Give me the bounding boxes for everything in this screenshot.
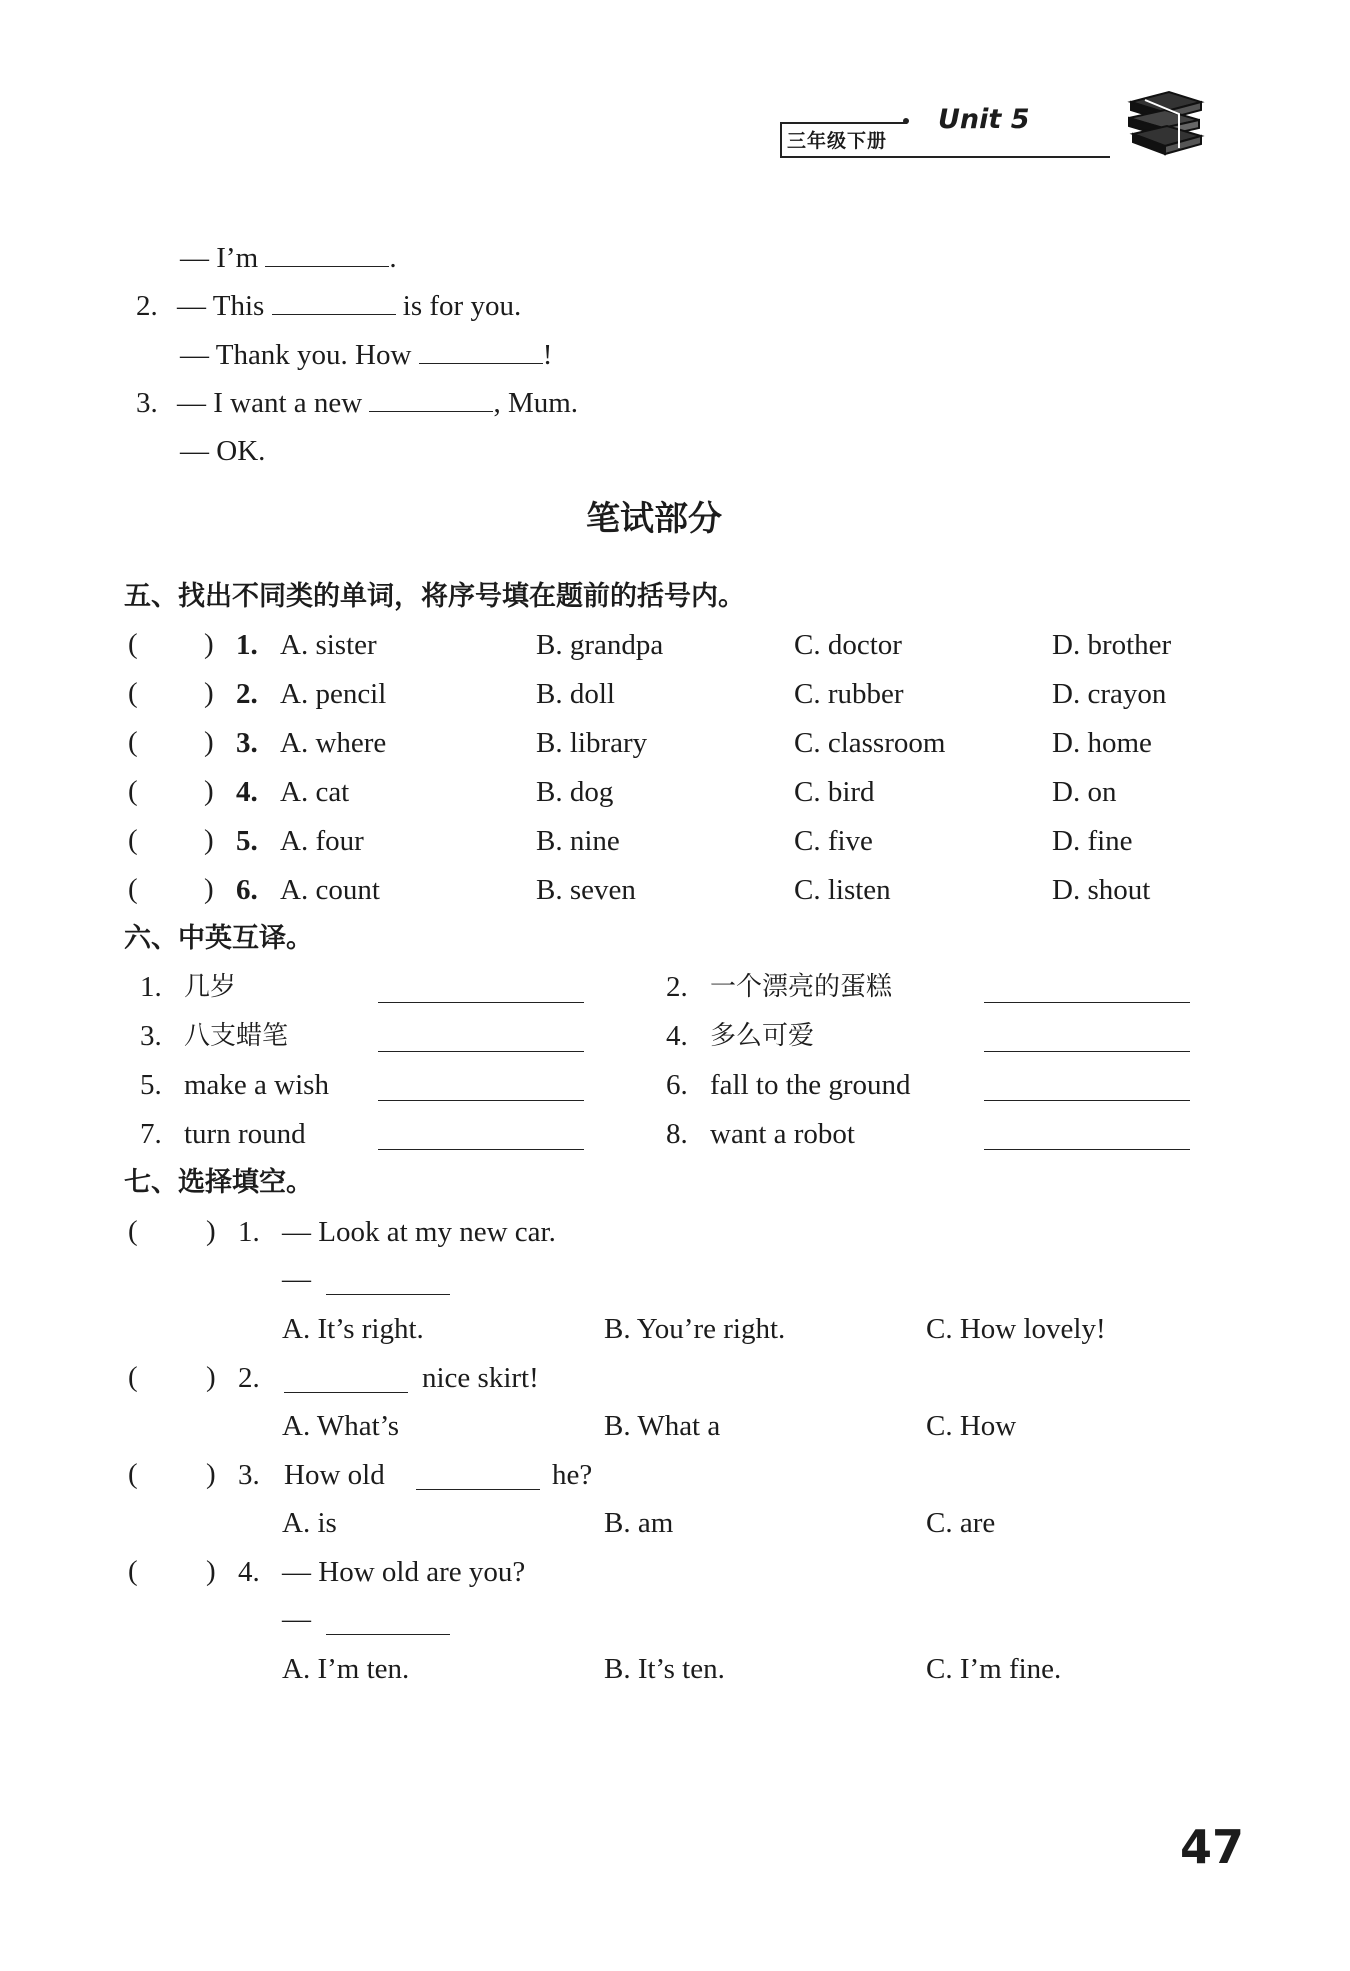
s7-q1-b[interactable]: B. You’re right. <box>604 1313 786 1345</box>
s7-q3-a[interactable]: A. is <box>282 1507 337 1539</box>
s5-option-b: B. dog <box>536 776 614 808</box>
s7-q4-dash: — <box>282 1603 311 1635</box>
answer-box[interactable] <box>148 625 198 661</box>
answer-paren-close: ) <box>204 677 214 709</box>
s5-option-c: C. five <box>794 825 873 857</box>
listening-q3: 3. — I want a new , Mum. <box>136 387 579 419</box>
s7-q4-a[interactable]: A. I’m ten. <box>282 1653 410 1685</box>
s7-q2-c[interactable]: C. How <box>926 1410 1017 1442</box>
header-dot <box>903 118 909 124</box>
s5-item-num: 5. <box>236 825 258 857</box>
answer-paren-open: ( <box>128 775 138 807</box>
s6-item-num: 2. <box>666 971 688 1003</box>
s5-option-c: C. bird <box>794 776 875 808</box>
s6-item-text: want a robot <box>710 1118 855 1150</box>
s5-option-a: A. cat <box>280 776 350 808</box>
s7-q4-num: 4. <box>238 1556 260 1588</box>
answer-box[interactable] <box>148 1552 198 1588</box>
translation-answer-line[interactable] <box>378 1100 584 1101</box>
listening-q3-reply: — OK. <box>180 435 266 467</box>
translation-answer-line[interactable] <box>378 1149 584 1150</box>
s5-option-b: B. doll <box>536 678 615 710</box>
s7-q2-num: 2. <box>238 1362 260 1394</box>
s5-option-b: B. grandpa <box>536 629 664 661</box>
s6-item-text: 八支蜡笔 <box>184 1021 289 1051</box>
s6-item-num: 1. <box>140 971 162 1003</box>
answer-blank[interactable] <box>369 385 493 412</box>
answer-paren-close: ) <box>206 1361 216 1393</box>
s7-q1-line: — Look at my new car. <box>282 1216 556 1248</box>
s5-item-num: 3. <box>236 727 258 759</box>
answer-blank[interactable] <box>326 1634 450 1635</box>
answer-box[interactable] <box>148 1212 198 1248</box>
s6-item-text: make a wish <box>184 1069 329 1101</box>
grade-label: 三年级下册 <box>787 130 888 152</box>
s7-q1-dash: — <box>282 1263 311 1295</box>
answer-paren-open: ( <box>128 628 138 660</box>
s5-option-d: D. fine <box>1052 825 1133 857</box>
answer-box[interactable] <box>148 1455 198 1491</box>
section6-title: 六、中英互译。 <box>124 923 313 954</box>
translation-answer-line[interactable] <box>378 1051 584 1052</box>
s6-item-text: 几岁 <box>184 972 237 1002</box>
answer-paren-open: ( <box>128 677 138 709</box>
answer-blank[interactable] <box>326 1294 450 1295</box>
translation-answer-line[interactable] <box>984 1100 1190 1101</box>
s5-option-c: C. listen <box>794 874 891 906</box>
answer-paren-open: ( <box>128 873 138 905</box>
books-icon <box>1125 88 1205 160</box>
answer-paren-open: ( <box>128 1555 138 1587</box>
listening-q2: 2. — This is for you. <box>136 290 522 322</box>
s7-q4-c[interactable]: C. I’m fine. <box>926 1653 1062 1685</box>
s5-item-num: 4. <box>236 776 258 808</box>
s5-option-b: B. seven <box>536 874 636 906</box>
answer-box[interactable] <box>148 1358 198 1394</box>
answer-paren-open: ( <box>128 824 138 856</box>
s7-q2-a[interactable]: A. What’s <box>282 1410 400 1442</box>
s6-item-text: 多么可爱 <box>710 1021 815 1051</box>
answer-paren-open: ( <box>128 1361 138 1393</box>
header-rule <box>780 156 1110 158</box>
s7-q2-b[interactable]: B. What a <box>604 1410 721 1442</box>
s5-option-d: D. home <box>1052 727 1152 759</box>
s5-option-c: C. rubber <box>794 678 904 710</box>
answer-box[interactable] <box>148 870 198 906</box>
answer-box[interactable] <box>148 772 198 808</box>
s6-item-text: 一个漂亮的蛋糕 <box>710 972 893 1002</box>
section-heading: 笔试部分 <box>586 499 722 539</box>
answer-paren-open: ( <box>128 1458 138 1490</box>
s7-q1-num: 1. <box>238 1216 260 1248</box>
s7-q3-b[interactable]: B. am <box>604 1507 674 1539</box>
s7-q3-after: he? <box>552 1459 593 1491</box>
s5-option-d: D. shout <box>1052 874 1151 906</box>
answer-paren-open: ( <box>128 726 138 758</box>
answer-paren-close: ) <box>204 726 214 758</box>
answer-blank[interactable] <box>272 288 396 315</box>
answer-blank[interactable] <box>416 1489 540 1490</box>
listening-q2-reply: — Thank you. How ! <box>180 339 553 371</box>
answer-paren-close: ) <box>206 1215 216 1247</box>
section7-title: 七、选择填空。 <box>124 1167 313 1198</box>
translation-answer-line[interactable] <box>984 1002 1190 1003</box>
s5-option-a: A. pencil <box>280 678 387 710</box>
answer-paren-open: ( <box>128 1215 138 1247</box>
s7-q2-text: nice skirt! <box>422 1362 539 1394</box>
translation-answer-line[interactable] <box>984 1051 1190 1052</box>
s5-option-b: B. nine <box>536 825 620 857</box>
answer-blank[interactable] <box>265 240 389 267</box>
translation-answer-line[interactable] <box>984 1149 1190 1150</box>
s5-item-num: 6. <box>236 874 258 906</box>
s6-item-num: 5. <box>140 1069 162 1101</box>
s7-q4-b[interactable]: B. It’s ten. <box>604 1653 725 1685</box>
s7-q3-before: How old <box>284 1459 385 1491</box>
s5-option-d: D. brother <box>1052 629 1172 661</box>
s5-option-a: A. count <box>280 874 380 906</box>
listening-line-1: — I’m . <box>180 242 397 274</box>
s7-q4-line: — How old are you? <box>282 1556 526 1588</box>
s6-item-num: 4. <box>666 1020 688 1052</box>
s5-option-c: C. doctor <box>794 629 902 661</box>
answer-paren-close: ) <box>204 824 214 856</box>
s5-option-b: B. library <box>536 727 648 759</box>
answer-paren-close: ) <box>204 775 214 807</box>
answer-box[interactable] <box>148 723 198 759</box>
section5-title: 五、找出不同类的单词，将序号填在题前的括号内。 <box>124 581 745 612</box>
s6-item-num: 6. <box>666 1069 688 1101</box>
s7-q3-num: 3. <box>238 1459 260 1491</box>
s6-item-text: fall to the ground <box>710 1069 911 1101</box>
page-number: 47 <box>1180 1820 1245 1874</box>
s5-item-num: 1. <box>236 629 258 661</box>
s6-item-num: 7. <box>140 1118 162 1150</box>
s5-option-c: C. classroom <box>794 727 946 759</box>
s6-item-text: turn round <box>184 1118 306 1150</box>
s6-item-num: 3. <box>140 1020 162 1052</box>
s5-option-d: D. on <box>1052 776 1117 808</box>
answer-blank[interactable] <box>419 337 543 364</box>
answer-blank[interactable] <box>284 1392 408 1393</box>
translation-answer-line[interactable] <box>378 1002 584 1003</box>
s5-option-a: A. sister <box>280 629 377 661</box>
s5-option-d: D. crayon <box>1052 678 1167 710</box>
answer-paren-close: ) <box>206 1555 216 1587</box>
s7-q3-c[interactable]: C. are <box>926 1507 996 1539</box>
answer-box[interactable] <box>148 821 198 857</box>
answer-paren-close: ) <box>204 873 214 905</box>
unit-title: Unit 5 <box>938 104 1030 135</box>
s6-item-num: 8. <box>666 1118 688 1150</box>
answer-box[interactable] <box>148 674 198 710</box>
s7-q1-a[interactable]: A. It’s right. <box>282 1313 424 1345</box>
answer-paren-close: ) <box>204 628 214 660</box>
s5-option-a: A. where <box>280 727 387 759</box>
s7-q1-c[interactable]: C. How lovely! <box>926 1313 1106 1345</box>
s5-option-a: A. four <box>280 825 364 857</box>
s5-item-num: 2. <box>236 678 258 710</box>
answer-paren-close: ) <box>206 1458 216 1490</box>
